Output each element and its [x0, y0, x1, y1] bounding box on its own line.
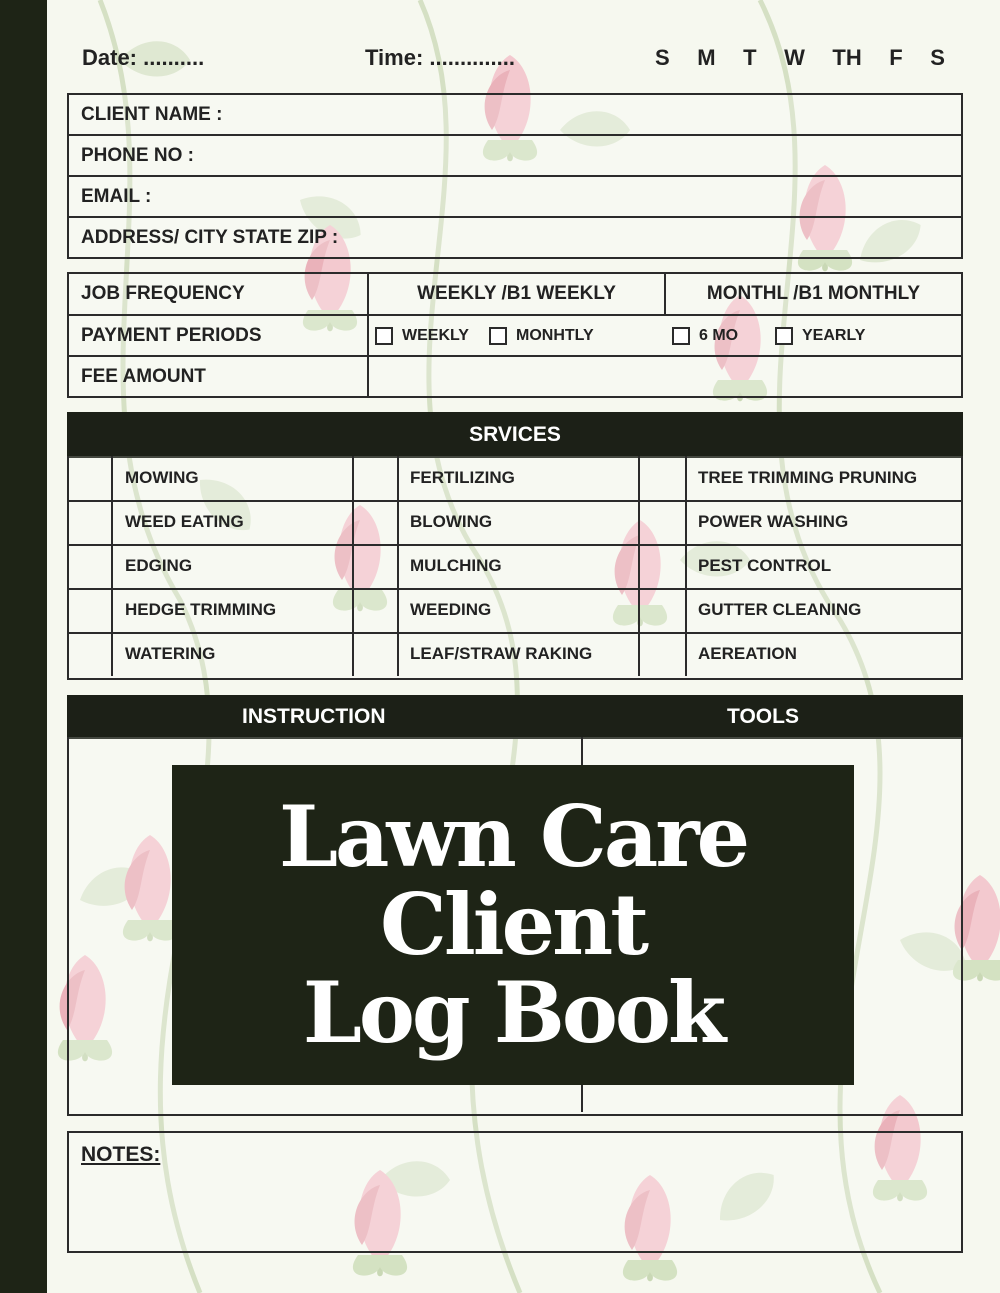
phone-field[interactable]	[69, 136, 961, 177]
day-of-week-selector	[655, 40, 945, 76]
tools-label: TOOLS	[727, 705, 799, 728]
fee-amount-field[interactable]	[369, 357, 961, 396]
payment-yearly-checkbox[interactable]	[775, 316, 865, 355]
payment-monthly-checkbox[interactable]	[489, 316, 594, 355]
frequency-weekly-option[interactable]: WEEKLY /B1 WEEKLY	[417, 283, 616, 304]
payment-weekly-label: WEEKLY	[402, 326, 469, 344]
title-line-2: Client	[380, 875, 646, 974]
checkbox-icon	[489, 327, 507, 345]
day-tuesday[interactable]: T	[743, 45, 757, 70]
checkbox-icon	[775, 327, 793, 345]
title-line-3: Log Book	[302, 963, 724, 1062]
service-pest-control: PEST CONTROL	[698, 556, 832, 575]
address-label: ADDRESS/ CITY STATE ZIP :	[81, 226, 339, 248]
frequency-monthly-option[interactable]: MONTHL /B1 MONTHLY	[706, 283, 921, 304]
service-power-washing: POWER WASHING	[698, 512, 849, 531]
notes-box[interactable]	[67, 1131, 963, 1253]
day-monday[interactable]: M	[697, 45, 716, 70]
service-weeding: WEEDING	[410, 600, 492, 619]
day-friday[interactable]: F	[889, 45, 903, 70]
fee-amount-label: FEE AMOUNT	[81, 365, 206, 387]
payment-6mo-checkbox[interactable]	[672, 316, 738, 355]
client-name-field[interactable]	[69, 95, 961, 136]
service-leaf-straw-raking: LEAF/STRAW RAKING	[410, 644, 593, 663]
services-header	[67, 412, 963, 458]
payment-periods-label: PAYMENT PERIODS	[81, 324, 262, 346]
service-edging: EDGING	[125, 556, 193, 575]
service-checkbox[interactable]	[69, 456, 111, 500]
payment-monthly-label: MONHTLY	[516, 326, 594, 344]
payment-weekly-checkbox[interactable]	[375, 316, 469, 355]
instruction-label: INSTRUCTION	[242, 705, 386, 728]
email-field[interactable]	[69, 177, 961, 218]
book-spine	[0, 0, 47, 1293]
payment-6mo-label: 6 MO	[699, 326, 739, 344]
service-weed-eating: WEED EATING	[125, 512, 244, 531]
instruction-tools-header	[67, 695, 963, 739]
day-thursday[interactable]: TH	[832, 45, 862, 70]
cover-title-block	[172, 765, 854, 1085]
service-fertilizing: FERTILIZING	[410, 468, 515, 487]
day-sunday[interactable]: S	[655, 45, 670, 70]
time-label: Time: ..............	[365, 45, 515, 70]
notes-label: NOTES:	[81, 1143, 161, 1166]
client-name-label: CLIENT NAME :	[81, 103, 223, 125]
day-wednesday[interactable]: W	[784, 45, 805, 70]
job-details-table	[67, 272, 963, 398]
payment-yearly-label: YEARLY	[802, 326, 866, 344]
services-title: SRVICES	[469, 423, 561, 446]
address-field[interactable]	[69, 218, 961, 257]
service-gutter-cleaning: GUTTER CLEANING	[698, 600, 862, 619]
job-frequency-label: JOB FREQUENCY	[81, 283, 245, 304]
service-blowing: BLOWING	[410, 512, 493, 531]
checkbox-icon	[672, 327, 690, 345]
service-mowing: MOWING	[125, 468, 199, 487]
date-label: Date: ..........	[82, 45, 205, 70]
title-line-1: Lawn Care	[278, 787, 748, 886]
service-watering: WATERING	[125, 644, 216, 663]
service-mulching: MULCHING	[410, 556, 502, 575]
phone-label: PHONE NO :	[81, 144, 194, 166]
service-tree-trimming: TREE TRIMMING PRUNING	[698, 468, 918, 487]
day-saturday[interactable]: S	[930, 45, 945, 70]
client-info-table	[67, 93, 963, 259]
checkbox-icon	[375, 327, 393, 345]
service-aereation: AEREATION	[698, 644, 797, 663]
services-table	[67, 456, 963, 680]
email-label: EMAIL :	[81, 185, 152, 207]
service-hedge-trimming: HEDGE TRIMMING	[125, 600, 277, 619]
